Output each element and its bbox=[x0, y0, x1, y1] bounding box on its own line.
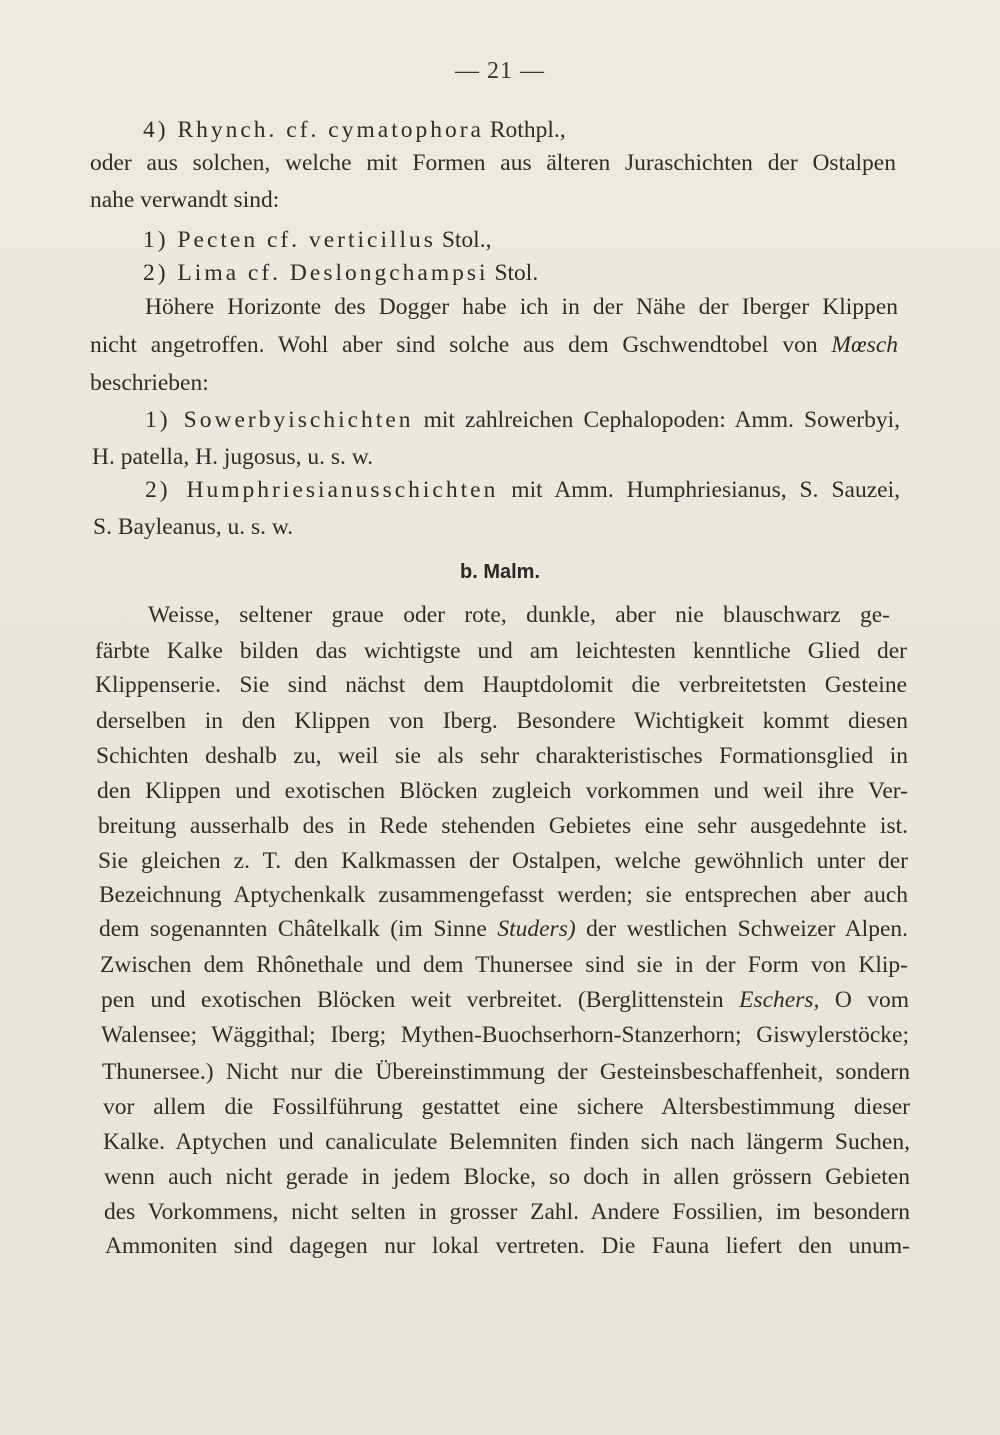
text-line: Kalke. Aptychen und canaliculate Belemniten finden sich nach längerm Suchen, bbox=[103, 1129, 910, 1155]
text-line: breitung ausserhalb des in Rede stehenden Gebietes eine sehr ausgedehnte ist. bbox=[98, 813, 908, 839]
text-line: Walensee; Wäggithal; Iberg; Mythen-Buochserhorn-Stanzerhorn; Giswylerstöcke; bbox=[101, 1022, 909, 1048]
author-name-italic: Studers) bbox=[497, 916, 576, 942]
text-line: vor allem die Fossilführung gestattet eine sichere Altersbestimmung dieser bbox=[103, 1094, 910, 1120]
text-run: nicht angetroffen. Wohl aber sind solche aus dem Gschwendtobel von bbox=[90, 332, 832, 358]
author-name-italic: Eschers, bbox=[739, 987, 820, 1013]
fossil-author: Rothpl., bbox=[484, 117, 566, 143]
list-item-lima bbox=[143, 258, 538, 288]
text-run: mit zahlreichen Cephalopoden: Amm. Sowerbyi, bbox=[413, 407, 900, 433]
text-run: der westlichen Schweizer Alpen. bbox=[575, 916, 908, 942]
text-line: Höhere Horizonte des Dogger habe ich in der Nähe der Iberger Klippen bbox=[145, 294, 898, 320]
text-line: des Vorkommens, nicht selten in grosser Zahl. Andere Fossilien, im besondern bbox=[104, 1199, 910, 1225]
fossil-name: 1) Pecten cf. verticillus bbox=[143, 227, 436, 253]
text-run: pen und exotischen Blöcken weit verbreitet. (Berglittenstein bbox=[101, 987, 740, 1013]
text-line: Thunersee.) Nicht nur die Übereinstimmung der Gesteinsbeschaffenheit, sondern bbox=[102, 1059, 910, 1085]
text-run: dem sogenannten Châtelkalk (im Sinne bbox=[99, 916, 498, 942]
fossil-author: Stol. bbox=[488, 260, 539, 286]
text-line: Bezeichnung Aptychenkalk zusammengefasst werden; sie entsprechen aber auch bbox=[99, 882, 908, 908]
fossil-author: Stol., bbox=[435, 227, 492, 253]
text-run: mit Amm. Humphriesianus, S. Sauzei, bbox=[498, 477, 900, 503]
list-item-sowerbyi bbox=[145, 405, 900, 435]
text-line: H. patella, H. jugosus, u. s. w. bbox=[92, 444, 374, 470]
list-item-humphriesianus bbox=[145, 475, 900, 505]
text-line: wenn auch nicht gerade in jedem Blocke, so doch in allen grössern Gebieten bbox=[104, 1164, 910, 1190]
text-line: nahe verwandt sind: bbox=[90, 187, 280, 213]
text-line: den Klippen und exotischen Blöcken zugleich vorkommen und weil ihre Ver- bbox=[97, 778, 908, 804]
list-item-rhynch bbox=[143, 115, 566, 145]
strata-name: 2) Humphriesianusschichten bbox=[145, 477, 499, 503]
text-line: Schichten deshalb zu, weil sie als sehr charakteristisches Formationsglied in bbox=[96, 743, 908, 769]
text-line: Weisse, seltener graue oder rote, dunkle, aber nie blauschwarz ge- bbox=[148, 602, 890, 628]
text-line: Ammoniten sind dagegen nur lokal vertreten. Die Fauna liefert den unum- bbox=[105, 1233, 910, 1259]
text-line: S. Bayleanus, u. s. w. bbox=[93, 514, 294, 540]
text-line: beschrieben: bbox=[90, 370, 209, 396]
text-line: Sie gleichen z. T. den Kalkmassen der Ostalpen, welche gewöhnlich unter der bbox=[98, 848, 908, 874]
text-line bbox=[101, 985, 909, 1015]
fossil-name: 4) Rhynch. cf. cymatophora bbox=[143, 117, 484, 143]
text-line bbox=[90, 330, 898, 360]
text-line: Klippenserie. Sie sind nächst dem Hauptdolomit die verbreitetsten Gesteine bbox=[95, 672, 907, 698]
strata-name: 1) Sowerbyischichten bbox=[145, 407, 414, 433]
fossil-name: 2) Lima cf. Deslongchampsi bbox=[143, 260, 489, 286]
page-number: — 21 — bbox=[455, 58, 545, 84]
text-line: färbte Kalke bilden das wichtigste und am leichtesten kenntliche Glied der bbox=[95, 638, 907, 664]
section-heading: b. Malm. bbox=[459, 561, 540, 583]
text-line bbox=[99, 914, 908, 944]
text-run: O vom bbox=[819, 987, 909, 1013]
text-line: derselben in den Klippen von Iberg. Besondere Wichtigkeit kommt diesen bbox=[96, 708, 908, 734]
author-name-italic: Mœsch bbox=[831, 332, 898, 358]
text-line: Zwischen dem Rhônethale und dem Thunersee sind sie in der Form von Klip- bbox=[100, 952, 908, 978]
list-item-pecten bbox=[143, 225, 491, 255]
text-line: oder aus solchen, welche mit Formen aus älteren Juraschichten der Ostalpen bbox=[90, 150, 896, 176]
